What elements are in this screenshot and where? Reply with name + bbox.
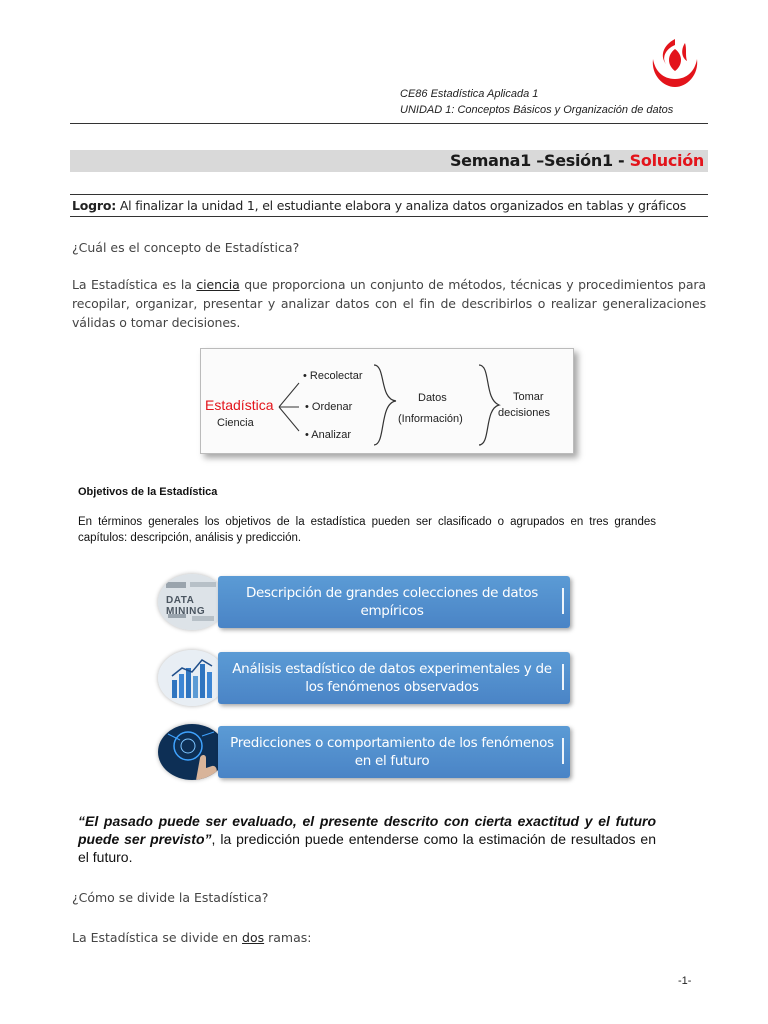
bar-accent: [562, 588, 564, 614]
diagram-data-caption: (Información): [398, 413, 463, 425]
diagram-outcome-line2: decisiones: [498, 407, 550, 419]
header-divider: [70, 123, 708, 124]
objective-banner-analysis: [158, 650, 572, 706]
university-logo-icon: [645, 35, 705, 91]
objective-banner-description: [158, 574, 572, 630]
diagram-outcome-line1: Tomar: [513, 391, 544, 403]
course-code: CE86 Estadística Aplicada 1: [400, 88, 539, 100]
branches-keyword: dos: [242, 930, 265, 945]
branches-before: La Estadística se divide en: [72, 930, 243, 945]
question-concept: ¿Cuál es el concepto de Estadística?: [72, 240, 300, 255]
bar-accent: [562, 738, 564, 764]
definition-after: que proporciona un conjunto de métodos, técnicas y procedimientos para recopilar, organizar, presentar y analizar datos con el fin de describirlos o realizar generalizaciones válidas o tomar decisiones.: [72, 277, 706, 330]
objective-banner-prediction: [158, 724, 572, 780]
prediction-quote: [78, 812, 656, 866]
definition-keyword: ciencia: [196, 277, 240, 292]
logro-text: Al finalizar la unidad 1, el estudiante elabora y analiza datos organizados en tablas y gráficos: [116, 198, 687, 213]
objective-bar: [218, 652, 570, 704]
objective-bar: [218, 726, 570, 778]
objectives-paragraph: En términos generales los objetivos de la estadística pueden ser clasificado o agrupados en tres grandes capítulos: descripción, análisis y predicción.: [78, 516, 656, 544]
definition-paragraph: [72, 275, 706, 332]
objective-text: Análisis estadístico de datos experimentales y de los fenómenos observados: [232, 661, 552, 695]
bar-chart-icon: [158, 650, 226, 706]
session-bar: [70, 150, 708, 172]
definition-before: La Estadística es la: [72, 277, 197, 292]
course-header: [400, 86, 673, 118]
page-number: -1-: [678, 975, 692, 987]
quote-rest: , la predicción puede entenderse como la estimación de resultados en el futuro.: [78, 831, 656, 865]
logro-top-divider: [70, 194, 708, 195]
quote-italic: “El pasado puede ser evaluado, el presente descrito con cierta exactitud y el futuro puede ser previsto”: [78, 813, 656, 847]
branches-statement: [72, 930, 311, 945]
logro-label: Logro:: [72, 198, 117, 213]
session-title: [450, 150, 704, 172]
diagram-action-analyze: • Analizar: [305, 429, 352, 441]
objectives-title: Objetivos de la Estadística: [78, 486, 218, 498]
question-division: ¿Cómo se divide la Estadística?: [72, 890, 269, 905]
objective-text: Descripción de grandes colecciones de datos empíricos: [245, 585, 539, 619]
solution-label: Solución: [629, 151, 704, 170]
objective-bar: [218, 576, 570, 628]
logro-bottom-divider: [70, 216, 708, 217]
diagram-action-order: • Ordenar: [305, 401, 353, 413]
unit-title: UNIDAD 1: Conceptos Básicos y Organización de datos: [400, 104, 674, 116]
touch-technology-icon: [158, 724, 226, 780]
session-week: Semana1 –Sesión1 -: [449, 151, 630, 170]
diagram-data-label: Datos: [418, 392, 447, 404]
diagram-subject: Estadística: [205, 397, 274, 413]
statistics-diagram: [200, 348, 574, 454]
diagram-subject-caption: Ciencia: [217, 417, 254, 429]
logro-statement: [72, 198, 686, 213]
objective-text: Predicciones o comportamiento de los fenómenos en el futuro: [230, 735, 554, 769]
bar-accent: [562, 664, 564, 690]
data-mining-icon: [158, 574, 226, 630]
thumb-text: DATA MINING: [166, 595, 206, 617]
diagram-action-collect: • Recolectar: [303, 370, 363, 382]
branches-after: ramas:: [264, 930, 312, 945]
